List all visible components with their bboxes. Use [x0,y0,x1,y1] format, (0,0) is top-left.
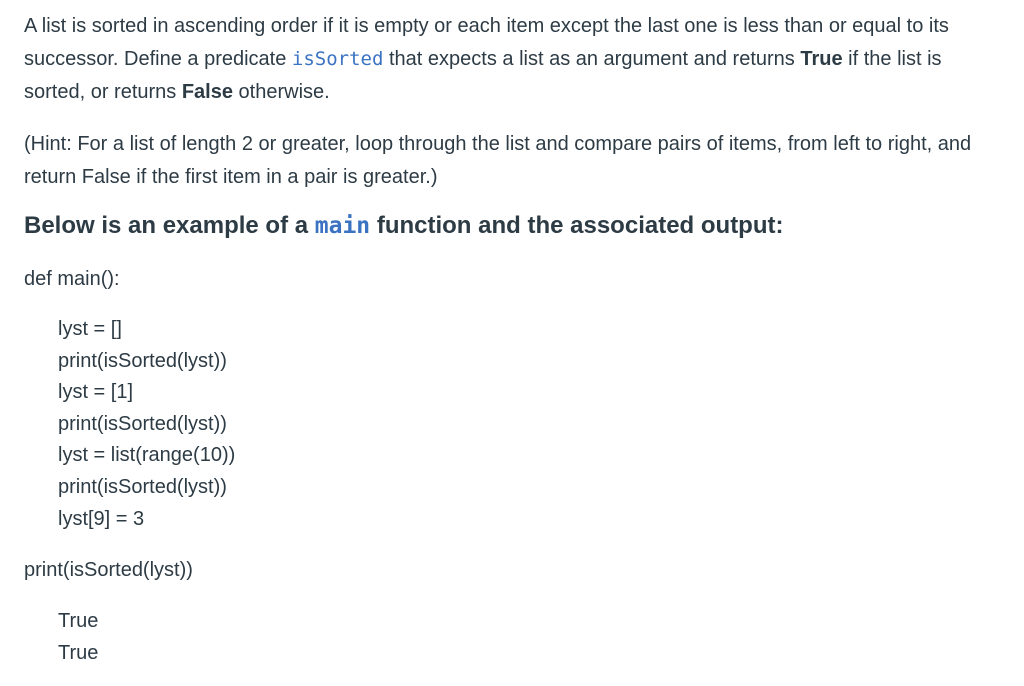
intro-paragraph [24,10,1008,109]
function-name-code: isSorted [291,48,384,70]
example-output-block [24,605,1008,669]
intro-text-3: if the list is sorted, or returns [24,48,942,103]
code-line: print(isSorted(lyst)) [58,412,227,435]
main-code: main [314,213,371,239]
code-line: lyst[9] = 3 [58,507,145,530]
code-line: lyst = [1] [58,381,134,404]
code-line: print(isSorted(lyst)) [58,475,227,498]
code-line: print(isSorted(lyst)) [58,349,227,372]
example-heading [24,208,1008,244]
intro-text-1: A list is sorted in ascending order if it is empty or each item except the last one is less than or equal to its successor. Define a predicate [24,15,949,70]
example-code-block [24,314,1008,535]
intro-text-4: otherwise. [233,81,330,103]
heading-suffix: function and the associated output: [370,212,784,239]
final-print-line: print(isSorted(lyst)) [24,559,193,582]
code-line: lyst = [] [58,318,122,340]
output-line: True [58,610,99,633]
code-line: lyst = list(range(10)) [58,444,236,467]
intro-text-2: that expects a list as an argument and returns [383,48,801,70]
false-keyword: False [181,81,233,103]
def-main-line: def main(): [24,268,120,290]
output-line: True [58,642,99,665]
hint-paragraph: (Hint: For a list of length 2 or greater, loop through the list and compare pairs of items, from left to right, and return False if the first item in a pair is greater.) [24,133,972,188]
heading-prefix: Below is an example of a [24,212,315,239]
true-keyword: True [800,48,843,70]
